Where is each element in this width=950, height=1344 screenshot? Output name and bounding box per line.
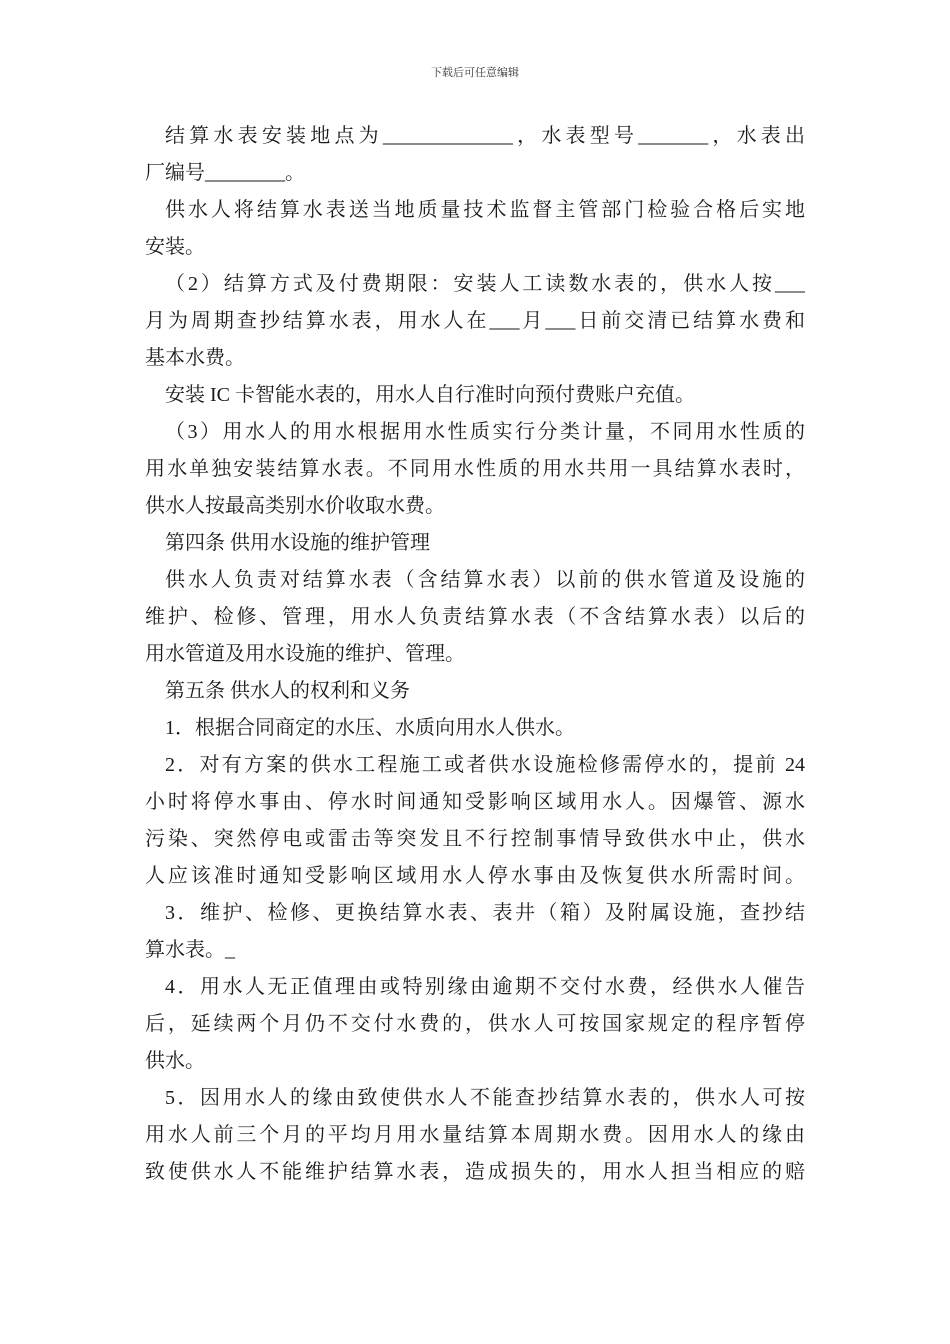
section-heading-article-4	[145, 525, 805, 562]
text-line: （3）用水人的用水根据用水性质实行分类计量，不同用水性质的	[165, 421, 805, 443]
document-body	[145, 118, 805, 1191]
text-line: 5．因用水人的缘由致使供水人不能查抄结算水表的，供水人可按	[165, 1087, 805, 1109]
paragraph-meter-inspection	[145, 192, 805, 266]
section-heading: 第五条 供水人的权利和义务	[165, 680, 410, 702]
paragraph-maintenance	[145, 562, 805, 673]
text-line: 供水。	[145, 1050, 205, 1072]
text-line: 用水人前三个月的平均月用水量结算本周期水费。因用水人的缘由	[145, 1124, 805, 1146]
list-item-5	[145, 1080, 805, 1191]
text-line: 供水人按最高类别水价收取水费。	[145, 495, 445, 517]
text-line: 厂编号________。	[145, 162, 305, 184]
section-heading: 第四条 供用水设施的维护管理	[165, 532, 430, 554]
text-line: 安装。	[145, 236, 205, 258]
text-line: 人应该准时通知受影响区域用水人停水事由及恢复供水所需时间。	[145, 865, 805, 887]
text-line: 污染、突然停电或雷击等突发且不行控制事情导致供水中止，供水	[145, 828, 805, 850]
text-line: 供水人负责对结算水表（含结算水表）以前的供水管道及设施的	[165, 569, 805, 591]
text-line: 致使供水人不能维护结算水表，造成损失的，用水人担当相应的赔	[145, 1161, 805, 1183]
text-line: 3．维护、检修、更换结算水表、表井（箱）及附属设施，查抄结	[165, 902, 805, 924]
text-line: （2）结算方式及付费期限：安装人工读数水表的，供水人按___	[165, 273, 805, 295]
paragraph-classified-metering	[145, 414, 805, 525]
text-line: 后，延续两个月仍不交付水费的，供水人可按国家规定的程序暂停	[145, 1013, 805, 1035]
text-line: 供水人将结算水表送当地质量技术监督主管部门检验合格后实地	[165, 199, 805, 221]
text-line: 用水单独安装结算水表。不同用水性质的用水共用一具结算水表时，	[145, 458, 805, 480]
section-heading-article-5	[145, 673, 805, 710]
paragraph-settlement-method	[145, 266, 805, 377]
text-line: 基本水费。	[145, 347, 245, 369]
text-line: 算水表。_	[145, 939, 235, 961]
text-line: 维护、检修、管理，用水人负责结算水表（不含结算水表）以后的	[145, 606, 805, 628]
page-header: 下载后可任意编辑	[431, 67, 519, 79]
text-line: 4．用水人无正值理由或特别缘由逾期不交付水费，经供水人催告	[165, 976, 805, 998]
text-line: 1．根据合同商定的水压、水质向用水人供水。	[165, 717, 575, 739]
text-line: 月为周期查抄结算水表，用水人在___月___日前交清已结算水费和	[145, 310, 805, 332]
text-line: 用水管道及用水设施的维护、管理。	[145, 643, 465, 665]
text-line: 2．对有方案的供水工程施工或者供水设施检修需停水的，提前 24	[165, 754, 805, 776]
paragraph-ic-card	[145, 377, 805, 414]
list-item-4	[145, 969, 805, 1080]
text-line: 小时将停水事由、停水时间通知受影响区域用水人。因爆管、源水	[145, 791, 805, 813]
list-item-1	[145, 710, 805, 747]
list-item-2	[145, 747, 805, 895]
text-line: 结算水表安装地点为_____________，水表型号_______，水表出	[165, 125, 805, 147]
list-item-3	[145, 895, 805, 969]
paragraph-meter-location	[145, 118, 805, 192]
text-line: 安装 IC 卡智能水表的，用水人自行准时向预付费账户充值。	[165, 384, 695, 406]
